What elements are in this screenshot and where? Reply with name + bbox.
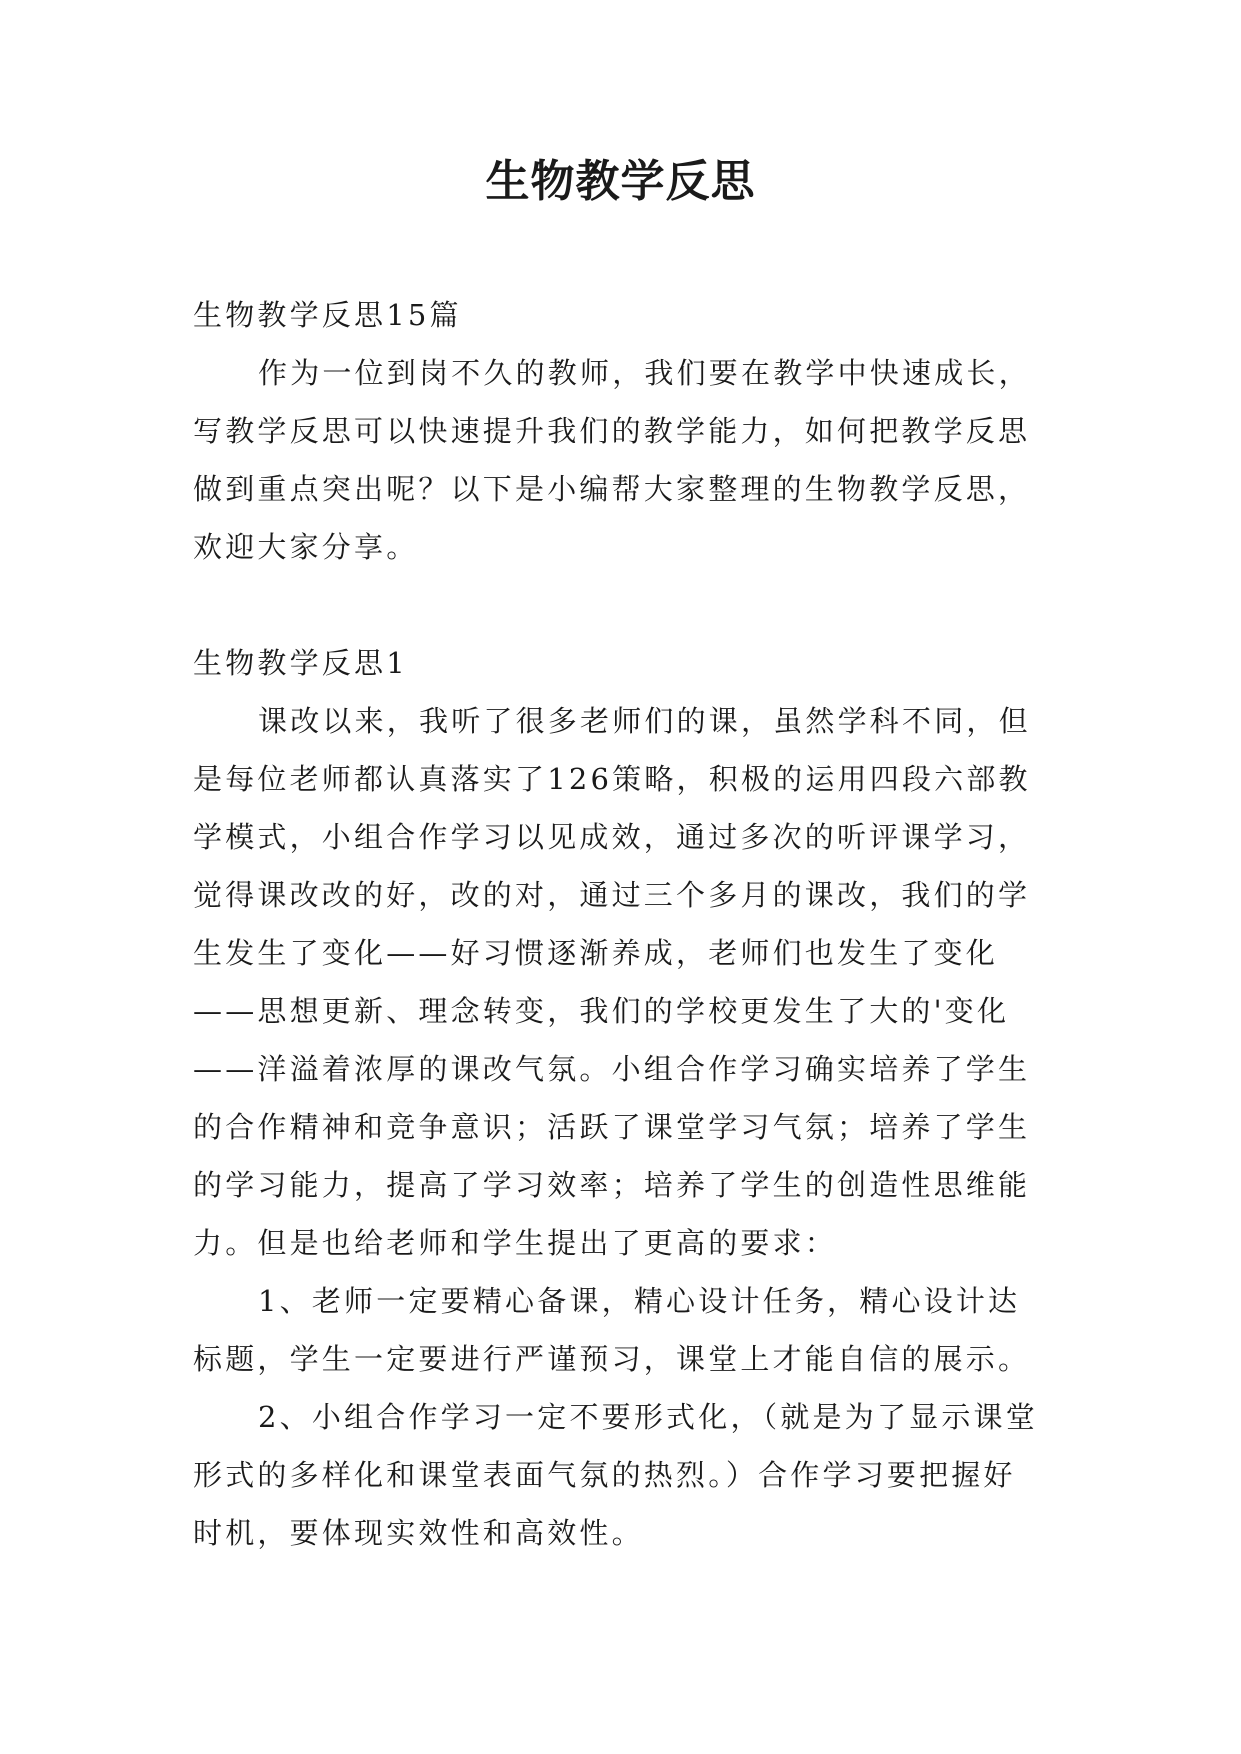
intro-line: 写教学反思可以快速提升我们的教学能力，如何把教学反思 xyxy=(193,414,1031,448)
intro-line: 作为一位到岗不久的教师，我们要在教学中快速成长， xyxy=(258,356,1031,390)
intro-paragraph xyxy=(193,344,1061,576)
document-title: 生物教学反思 xyxy=(485,156,756,207)
section-paragraph xyxy=(193,692,1061,1272)
list-item xyxy=(193,1272,1061,1388)
list-item xyxy=(193,1388,1061,1562)
paragraph-line: ——思想更新、理念转变，我们的学校更发生了大的'变化 xyxy=(193,994,1010,1028)
list-item-line: 1、老师一定要精心备课，精心设计任务，精心设计达 xyxy=(258,1284,1021,1318)
paragraph-line: 课改以来，我听了很多老师们的课，虽然学科不同，但 xyxy=(258,704,1031,738)
paragraph-line: 觉得课改改的好，改的对，通过三个多月的课改，我们的学 xyxy=(193,878,1031,912)
paragraph-line: 学模式，小组合作学习以见成效，通过多次的听评课学习， xyxy=(193,820,1031,854)
list-item-line: 2、小组合作学习一定不要形式化，（就是为了显示课堂 xyxy=(258,1400,1038,1434)
paragraph-line: ——洋溢着浓厚的课改气氛。小组合作学习确实培养了学生 xyxy=(193,1052,1031,1086)
intro-line: 做到重点突出呢？以下是小编帮大家整理的生物教学反思， xyxy=(193,472,1031,506)
list-item-line: 时机，要体现实效性和高效性。 xyxy=(193,1516,644,1550)
paragraph-line: 的学习能力，提高了学习效率；培养了学生的创造性思维能 xyxy=(193,1168,1031,1202)
document-subtitle: 生物教学反思15篇 xyxy=(193,298,462,332)
list-item-line: 形式的多样化和课堂表面气氛的热烈。）合作学习要把握好 xyxy=(193,1458,1016,1492)
paragraph-spacer xyxy=(193,576,1061,634)
intro-line: 欢迎大家分享。 xyxy=(193,530,419,564)
paragraph-line: 生发生了变化——好习惯逐渐养成，老师们也发生了变化 xyxy=(193,936,999,970)
section-heading: 生物教学反思1 xyxy=(193,646,408,680)
document-body xyxy=(193,286,1061,1562)
paragraph-line: 是每位老师都认真落实了126策略，积极的运用四段六部教 xyxy=(193,762,1031,796)
paragraph-line: 力。但是也给老师和学生提出了更高的要求： xyxy=(193,1226,838,1260)
paragraph-line: 的合作精神和竞争意识；活跃了课堂学习气氛；培养了学生 xyxy=(193,1110,1031,1144)
list-item-line: 标题，学生一定要进行严谨预习，课堂上才能自信的展示。 xyxy=(193,1342,1031,1376)
